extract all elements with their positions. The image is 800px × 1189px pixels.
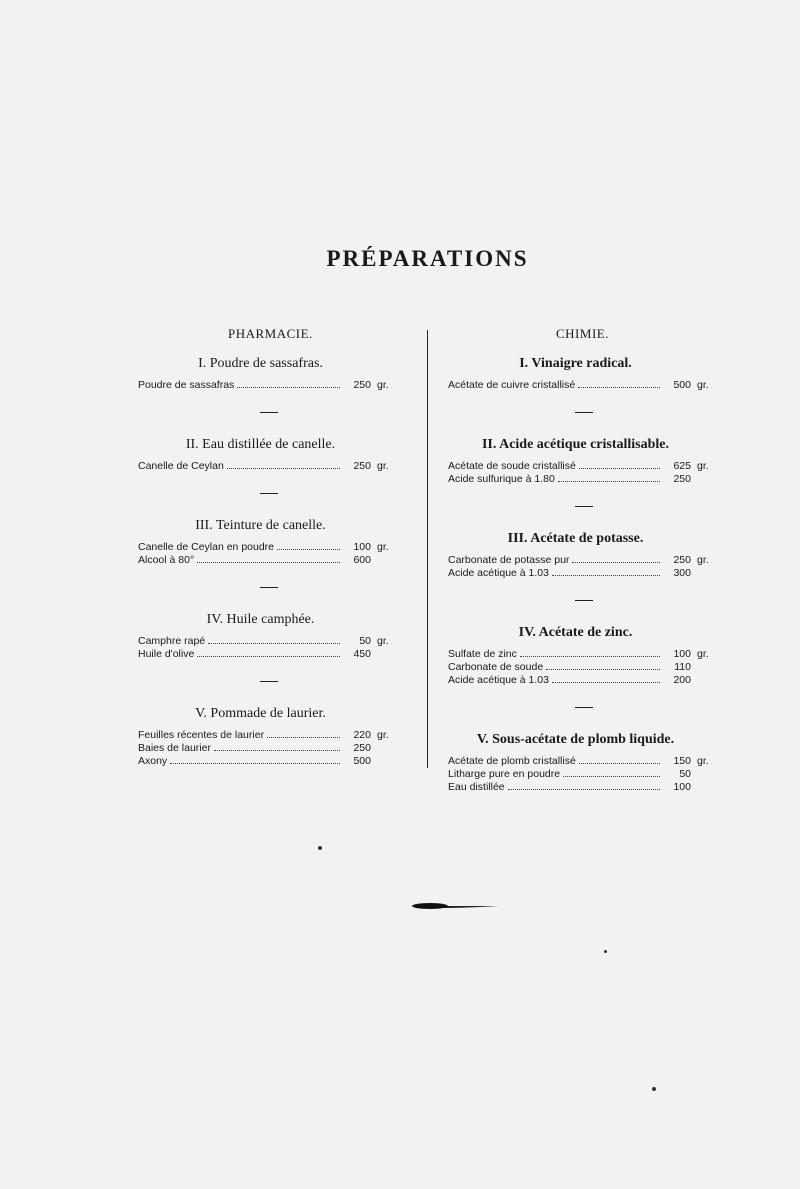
ingredient-name: Huile d'olive <box>138 648 195 660</box>
recipe-heading: I. Vinaigre radical. <box>519 356 632 371</box>
ingredient-line <box>448 648 723 661</box>
ingredient-name: Canelle de Ceylan <box>138 460 224 472</box>
ingredient-name: Carbonate de soude <box>448 661 544 673</box>
ingredient-line <box>138 460 403 473</box>
ingredient-quantity: 100 <box>353 541 371 553</box>
ingredient-line <box>448 567 723 580</box>
ingredient-name: Canelle de Ceylan en poudre <box>138 541 275 553</box>
ingredient-unit: gr. <box>377 460 389 472</box>
dot-leader <box>552 575 660 576</box>
ingredient-unit: gr. <box>697 460 709 472</box>
ingredient-line <box>448 554 723 567</box>
ingredient-line <box>138 635 403 648</box>
ingredient-quantity: 500 <box>673 379 691 391</box>
section-separator <box>575 412 593 413</box>
ingredient-name: Camphre rapé <box>138 635 206 647</box>
recipe-section <box>448 356 723 392</box>
ingredient-name: Acétate de soude cristallisé <box>448 460 576 472</box>
ingredient-quantity: 500 <box>353 755 371 767</box>
dot-leader <box>170 763 340 764</box>
recipe-heading: III. Teinture de canelle. <box>195 518 326 533</box>
dot-leader <box>208 643 340 644</box>
ingredient-quantity: 50 <box>679 768 691 780</box>
dot-leader <box>546 669 660 670</box>
page-title: PRÉPARATIONS <box>326 246 529 271</box>
dot-leader <box>197 656 340 657</box>
ingredient-quantity: 250 <box>673 554 691 566</box>
ingredient-quantity: 100 <box>673 648 691 660</box>
recipe-section <box>138 518 403 567</box>
ingredient-quantity: 600 <box>353 554 371 566</box>
ingredient-line <box>138 742 403 755</box>
ingredient-quantity: 100 <box>673 781 691 793</box>
ingredient-quantity: 300 <box>673 567 691 579</box>
ingredient-line <box>448 460 723 473</box>
recipe-section <box>138 356 403 392</box>
section-separator <box>260 681 278 682</box>
dot-leader <box>579 763 660 764</box>
ingredient-quantity: 250 <box>353 742 371 754</box>
section-separator <box>260 493 278 494</box>
column-header-pharmacie: PHARMACIE. <box>228 326 313 341</box>
recipe-section <box>448 625 723 687</box>
section-separator <box>575 506 593 507</box>
recipe-section <box>138 706 403 768</box>
section-separator <box>260 412 278 413</box>
ingredient-name: Carbonate de potasse pur <box>448 554 570 566</box>
speck <box>318 846 322 850</box>
ingredient-name: Acide acétique à 1.03 <box>448 674 549 686</box>
ingredient-quantity: 200 <box>673 674 691 686</box>
dot-leader <box>520 656 660 657</box>
ingredient-name: Axony <box>138 755 168 767</box>
column-divider <box>427 330 428 768</box>
ingredient-name: Alcool à 80° <box>138 554 195 566</box>
ingredient-line <box>448 674 723 687</box>
dot-leader <box>508 789 660 790</box>
dot-leader <box>579 468 660 469</box>
dot-leader <box>563 776 660 777</box>
ingredient-unit: gr. <box>377 635 389 647</box>
ingredient-name: Sulfate de zinc <box>448 648 517 660</box>
ingredient-name: Feuilles récentes de laurier <box>138 729 265 741</box>
ingredient-line <box>448 473 723 486</box>
ingredient-quantity: 50 <box>359 635 371 647</box>
dot-leader <box>227 468 340 469</box>
ingredient-quantity: 150 <box>673 755 691 767</box>
ingredient-unit: gr. <box>697 755 709 767</box>
ingredient-name: Poudre de sassafras <box>138 379 235 391</box>
section-separator <box>260 587 278 588</box>
recipe-section <box>138 612 403 661</box>
ingredient-name: Acétate de plomb cristallisé <box>448 755 576 767</box>
ingredient-quantity: 110 <box>674 661 691 673</box>
recipe-section <box>138 437 403 473</box>
ingredient-line <box>448 379 723 392</box>
dot-leader <box>237 387 340 388</box>
ingredient-line <box>448 661 723 674</box>
dot-leader <box>552 682 660 683</box>
recipe-heading: V. Pommade de laurier. <box>195 706 326 721</box>
ingredient-name: Eau distillée <box>448 781 505 793</box>
recipe-heading: II. Eau distillée de canelle. <box>185 437 336 452</box>
recipe-heading: III. Acétate de potasse. <box>507 531 644 546</box>
recipe-heading: I. Poudre de sassafras. <box>198 356 323 371</box>
ingredient-line <box>138 729 403 742</box>
ingredient-unit: gr. <box>377 541 389 553</box>
ingredient-quantity: 220 <box>353 729 371 741</box>
ingredient-line <box>448 781 723 794</box>
ingredient-name: Baies de laurier <box>138 742 211 754</box>
ingredient-line <box>138 755 403 768</box>
recipe-section <box>448 531 723 580</box>
ingredient-quantity: 250 <box>673 473 691 485</box>
recipe-section <box>448 437 723 486</box>
ingredient-quantity: 625 <box>673 460 691 472</box>
dot-leader <box>277 549 340 550</box>
ingredient-unit: gr. <box>377 729 389 741</box>
ingredient-unit: gr. <box>697 554 709 566</box>
dot-leader <box>214 750 340 751</box>
column-header-chimie: CHIMIE. <box>556 326 609 341</box>
recipe-heading: V. Sous-acétate de plomb liquide. <box>476 732 675 747</box>
recipe-section <box>448 732 723 794</box>
ingredient-line <box>138 379 403 392</box>
chimie-column <box>448 356 723 794</box>
ingredient-unit: gr. <box>697 648 709 660</box>
pharmacie-column <box>138 356 403 768</box>
ingredient-quantity: 250 <box>353 379 371 391</box>
ingredient-line <box>138 648 403 661</box>
ingredient-name: Acétate de cuivre cristallisé <box>448 379 576 391</box>
ingredient-name: Litharge pure en poudre <box>448 768 561 780</box>
dot-leader <box>267 737 340 738</box>
dot-leader <box>197 562 340 563</box>
speck <box>604 950 607 953</box>
dot-leader <box>558 481 660 482</box>
ornament-rule <box>362 901 498 911</box>
recipe-heading: IV. Acétate de zinc. <box>518 625 633 640</box>
ingredient-unit: gr. <box>697 379 709 391</box>
ingredient-line <box>138 541 403 554</box>
ingredient-line <box>448 755 723 768</box>
ingredient-name: Acide acétique à 1.03 <box>448 567 549 579</box>
recipe-heading: II. Acide acétique cristallisable. <box>481 437 670 452</box>
ingredient-quantity: 450 <box>353 648 371 660</box>
ingredient-line <box>448 768 723 781</box>
dot-leader <box>578 387 660 388</box>
dot-leader <box>572 562 660 563</box>
speck <box>652 1087 656 1091</box>
ingredient-quantity: 250 <box>353 460 371 472</box>
ingredient-line <box>138 554 403 567</box>
recipe-heading: IV. Huile camphée. <box>206 612 315 627</box>
ingredient-name: Acide sulfurique à 1.80 <box>448 473 555 485</box>
section-separator <box>575 707 593 708</box>
ingredient-unit: gr. <box>377 379 389 391</box>
section-separator <box>575 600 593 601</box>
